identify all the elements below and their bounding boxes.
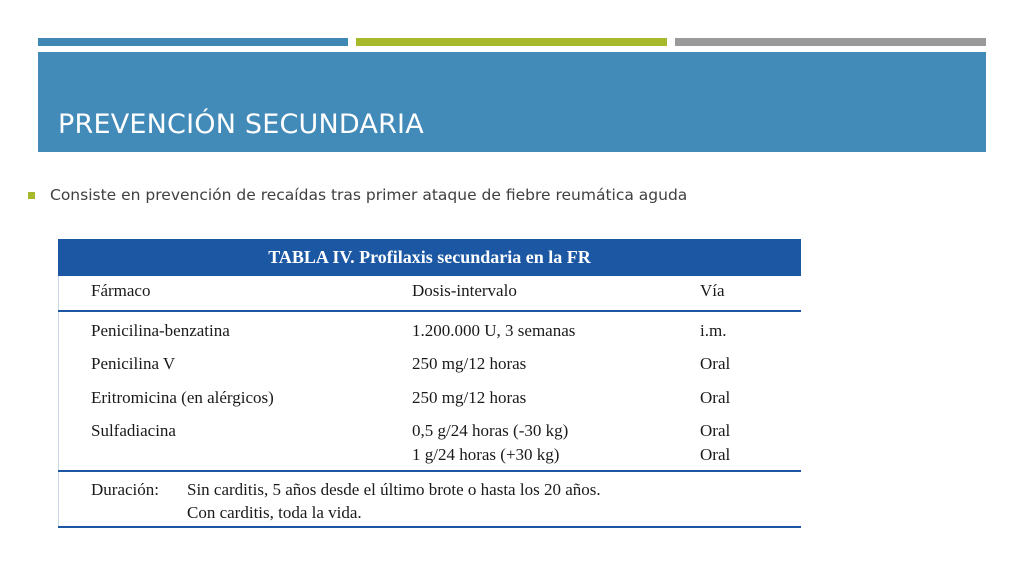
table-body — [58, 312, 801, 472]
duration-label: Duración: — [91, 480, 159, 499]
drug-cell: Sulfadiacina — [91, 421, 176, 440]
accent-bar-green — [356, 38, 667, 46]
table-row — [58, 388, 801, 408]
dose-cell: 1.200.000 U, 3 semanas — [412, 321, 576, 340]
route-cell: Oral — [700, 445, 731, 464]
column-header-route: Vía — [700, 281, 725, 300]
column-header-dose: Dosis-intervalo — [412, 281, 517, 300]
duration-line: Con carditis, toda la vida. — [187, 503, 362, 522]
bullet-item — [28, 186, 687, 204]
dose-cell: 250 mg/12 horas — [412, 354, 527, 373]
column-header-drug: Fármaco — [91, 281, 151, 300]
route-cell: Oral — [700, 421, 731, 440]
route-cell: Oral — [700, 388, 731, 407]
dose-cell: 1 g/24 horas (+30 kg) — [412, 445, 560, 464]
table-caption: TABLA IV. Profilaxis secundaria en la FR — [58, 239, 801, 276]
accent-bar-blue — [38, 38, 348, 46]
table-row — [58, 445, 801, 465]
bullet-square-icon — [28, 192, 35, 199]
table-row — [58, 421, 801, 441]
duration-line: Sin carditis, 5 años desde el último brote o hasta los 20 años. — [187, 480, 601, 499]
dose-cell: 0,5 g/24 horas (-30 kg) — [412, 421, 569, 440]
bullet-text: Consiste en prevención de recaídas tras primer ataque de fiebre reumática aguda — [50, 186, 688, 204]
title-band — [38, 52, 986, 152]
table-header-row — [58, 276, 801, 312]
accent-bar-gray — [675, 38, 986, 46]
dose-cell: 250 mg/12 horas — [412, 388, 527, 407]
table-footer — [58, 472, 801, 528]
drug-cell: Penicilina V — [91, 354, 176, 373]
drug-cell: Penicilina-benzatina — [91, 321, 230, 340]
prophylaxis-table — [58, 239, 801, 528]
route-cell: Oral — [700, 354, 731, 373]
table-row — [58, 321, 801, 341]
slide-title: PREVENCIÓN SECUNDARIA — [58, 109, 424, 140]
route-cell: i.m. — [700, 321, 727, 340]
drug-cell: Eritromicina (en alérgicos) — [91, 388, 274, 407]
table-row — [58, 354, 801, 374]
